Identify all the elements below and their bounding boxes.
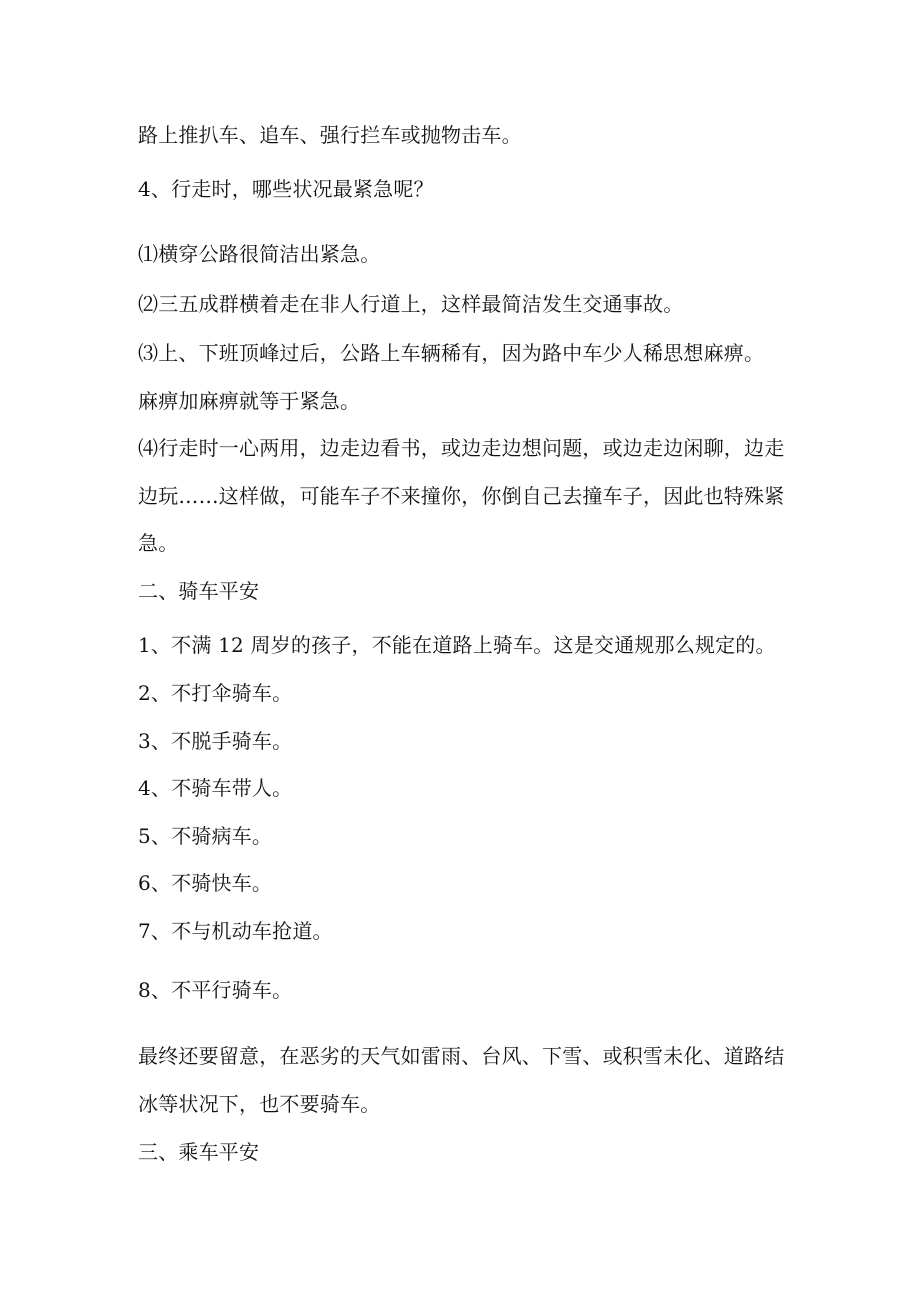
paragraph-line: 边玩……这样做，可能车子不来撞你，你倒自己去撞车子，因此也特殊紧: [138, 484, 785, 508]
list-item: 1、不满 12 周岁的孩子，不能在道路上骑车。这是交通规那么规定的。: [138, 633, 776, 657]
paragraph-line: 路上推扒车、追车、强行拦车或抛物击车。: [138, 123, 522, 147]
list-item: 8、不平行骑车。: [138, 978, 293, 1002]
list-item: ⑴横穿公路很简洁出紧急。: [138, 242, 381, 266]
list-item: ⑵三五成群横着走在非人行道上，这样最简洁发生交通事故。: [138, 292, 684, 316]
section-heading: 二、骑车平安: [138, 579, 260, 603]
question-heading: 4、行走时，哪些状况最紧急呢？: [138, 177, 434, 201]
list-item: 6、不骑快车。: [138, 871, 273, 895]
section-heading: 三、乘车平安: [138, 1140, 260, 1164]
list-item: 2、不打伞骑车。: [138, 681, 293, 705]
list-item: 3、不脱手骑车。: [138, 729, 293, 753]
list-item: 4、不骑车带人。: [138, 776, 293, 800]
paragraph-line: 麻痹加麻痹就等于紧急。: [138, 389, 361, 413]
paragraph-line: 冰等状况下，也不要骑车。: [138, 1092, 381, 1116]
paragraph-line: 急。: [138, 531, 179, 555]
list-item: 5、不骑病车。: [138, 824, 273, 848]
list-item: 7、不与机动车抢道。: [138, 919, 333, 943]
paragraph-line: 最终还要留意，在恶劣的天气如雷雨、台风、下雪、或积雪未化、道路结: [138, 1044, 785, 1068]
list-item: ⑷行走时一心两用，边走边看书，或边走边想问题，或边走边闲聊，边走: [138, 436, 785, 460]
list-item: ⑶上、下班顶峰过后，公路上车辆稀有，因为路中车少人稀思想麻痹。: [138, 341, 765, 365]
